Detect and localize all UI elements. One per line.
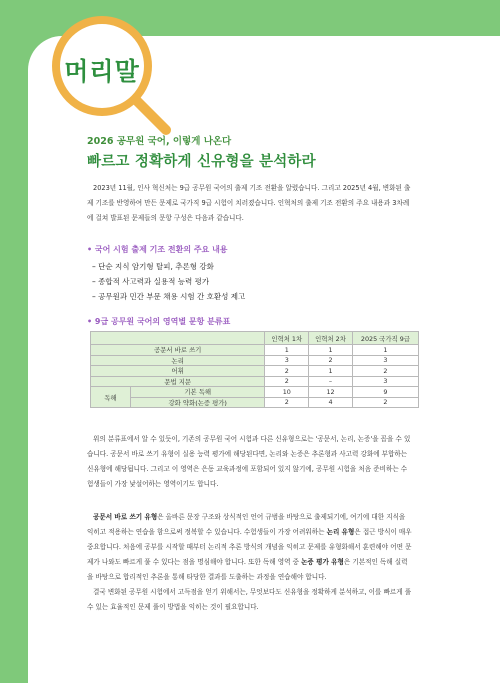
closing-paragraph: 결국 변화된 공무원 시험에서 고득점을 얻기 위해서는, 무엇보다도 신유형을 정확하게 분석하고, 이를 빠르게 풀 수 있는 효율적인 문제 풀이 방법을 익히는 것이 필요합니다. [87,588,412,611]
table-cell: 3 [352,355,418,366]
table-cell: 12 [309,387,353,398]
column-header: 인혁처 2차 [309,332,353,345]
table-cell: 2 [265,397,309,408]
bold-term: 논증 평가 유형 [301,558,344,566]
strategy-paragraphs [87,510,412,615]
table-cell: 10 [265,387,309,398]
analysis-paragraph: 위의 분류표에서 알 수 있듯이, 기존의 공무원 국어 시험과 다른 신유형으로는 '공문서, 논리, 논증'을 꼽을 수 있습니다. 공문서 바로 쓰기 유형이 실용 능력 평가에 해당된다면, 논리와 논증은 추론형과 사고력 강화에 부합하는 신유형에 해당됩니다. 그리고 이 영역은 은동 교육과정에 포함되어 있지 않기에, 공무원 시험을 처음 준비하는 수험생들이 가장 낯설어하는 영역이기도 합니다. [87,435,411,488]
row-label: 문법 지문 [91,376,265,387]
table-cell: 9 [352,387,418,398]
row-label: 강화 약화(논증 평가) [131,397,265,408]
table-row [91,397,419,408]
table-header-row [91,332,419,345]
table-corner [91,332,265,345]
table-cell: 2 [265,376,309,387]
list-item: – 공무원과 민간 부문 채용 시험 간 호환성 제고 [92,289,245,304]
table-cell: 3 [265,355,309,366]
table-cell: 2 [352,397,418,408]
table-cell: 1 [265,345,309,356]
policy-list [92,259,245,304]
table-cell: 1 [309,345,353,356]
page-title: 머리말 [64,57,140,86]
table-cell: 4 [309,397,353,408]
table-cell: – [309,376,353,387]
table-cell: 2 [352,366,418,377]
column-header: 인혁처 1차 [265,332,309,345]
intro-paragraph: 2023년 11월, 인사 혁신처는 9급 공무원 국어의 출제 기조 전환을 알렸습니다. 그리고 2025년 4월, 변화된 출제 기조를 반영하여 만든 문제로 국가직 9급 시험이 치러졌습니다. 인혁처의 출제 기조 전환의 주요 내용과 3차례에 걸쳐 발표된 문제들의 문항 구성은 다음과 같습니다. [87,184,411,222]
group-label: 독해 [91,387,131,408]
list-item: – 단순 지식 암기형 탈피, 추론형 강화 [92,259,245,274]
magnifier-icon [50,14,176,140]
column-header: 2025 국가직 9급 [352,332,418,345]
table-cell: 1 [309,366,353,377]
row-label: 기본 독해 [131,387,265,398]
table-cell: 3 [352,376,418,387]
classification-table [90,331,419,408]
bold-term: 논리 유형 [326,528,355,536]
row-label: 어휘 [91,366,265,377]
section-title-policy: • 국어 시험 출제 기조 전환의 주요 내용 [87,245,228,254]
table-cell: 2 [265,366,309,377]
table-row [91,366,419,377]
section-title-table: • 9급 공무원 국어의 영역별 문항 분류표 [87,317,231,326]
table-row [91,387,419,398]
row-label: 논리 [91,355,265,366]
table-row [91,376,419,387]
list-item: – 종합적 사고력과 실용적 능력 평가 [92,274,245,289]
paragraph-text: 은 올바른 문장 구조와 상식적인 언어 규범을 바탕으로 출제되기에, 여기에 대한 지식을 익히고 적용하는 연습을 함으로써 정복할 수 있습니다. 수험생들이 가장 어려워하는 [87,513,406,536]
headline: 빠르고 정확하게 신유형을 분석하라 [87,154,316,170]
paragraph-text: 은 접근 방식이 매우 중요합니다. 처음에 공부를 시작할 때부터 논리적 추론 방식의 개념을 익히고 문제를 유형화해서 훈련해야 어떤 문제가 나와도 빠르게 풀 수 있다는 점을 명심해야 합니다. 또한 독해 영역 중 [87,528,412,566]
table-row [91,345,419,356]
bold-term: 공문서 바로 쓰기 유형 [93,513,158,521]
strategy-paragraph [87,510,412,585]
table-row [91,355,419,366]
row-label: 공문서 바로 쓰기 [91,345,265,356]
table-cell: 1 [352,345,418,356]
paragraph-text: 은 기본적인 독해 실력을 바탕으로 합리적인 추론을 통해 타당한 결과를 도출하는 과정을 연습해야 합니다. [87,558,408,581]
table-cell: 2 [309,355,353,366]
eyebrow-text: 2026 공무원 국어, 이렇게 나온다 [87,136,232,147]
